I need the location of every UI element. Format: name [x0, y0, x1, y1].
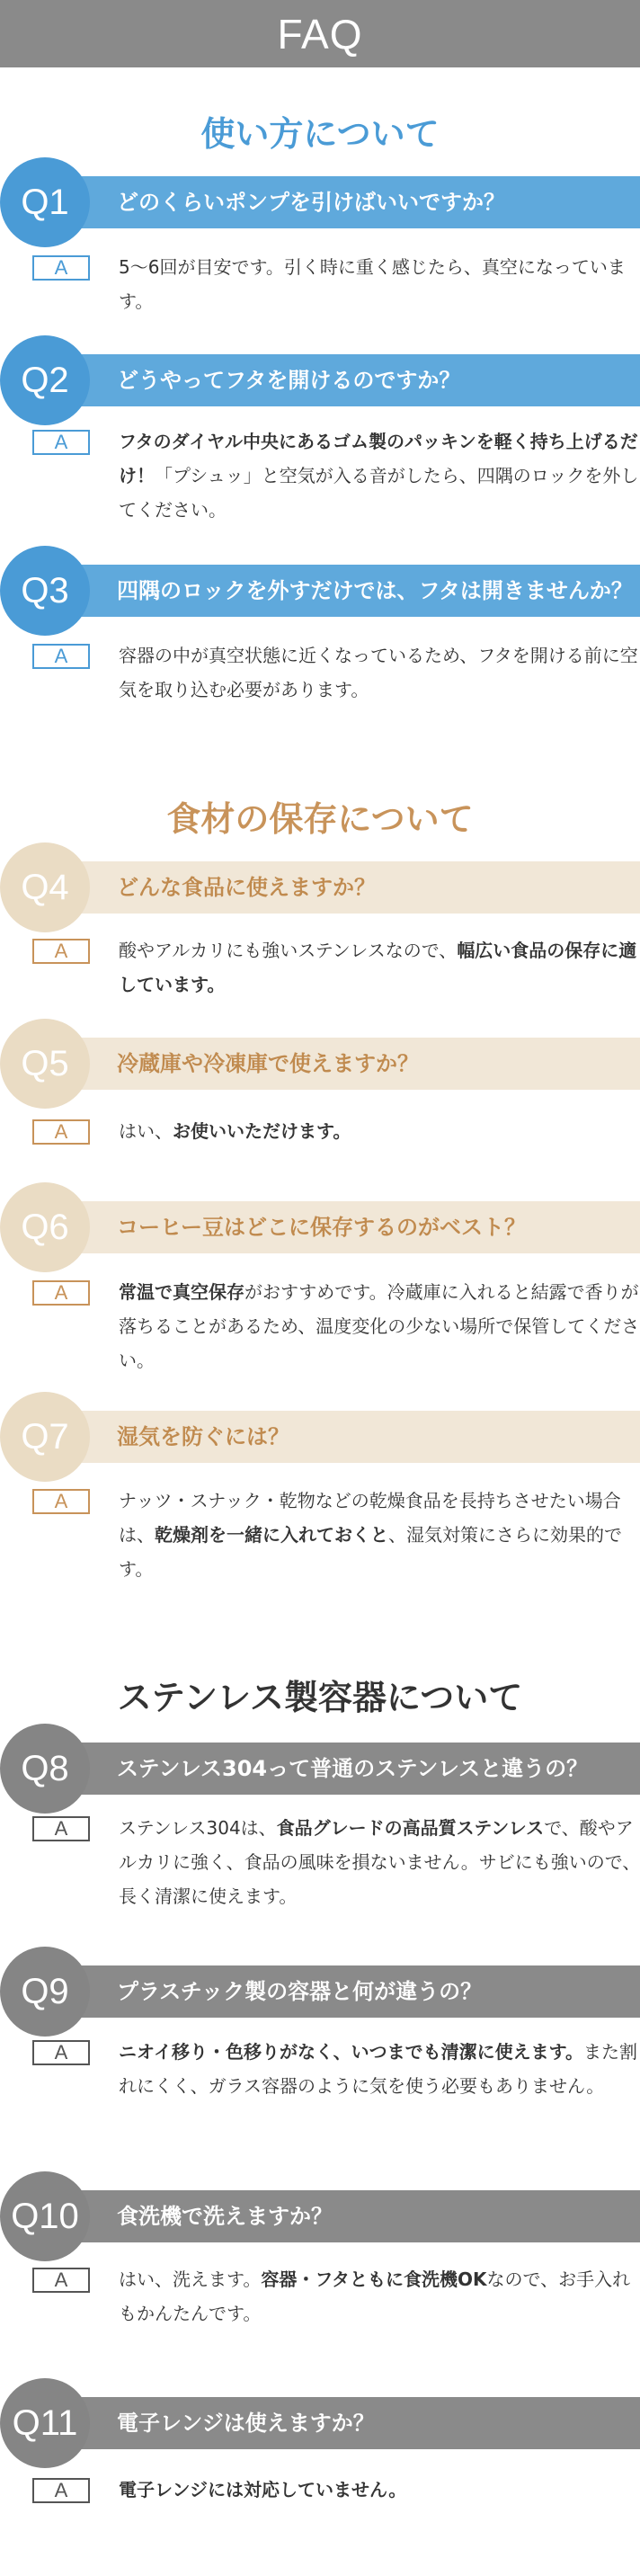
answer-label: A	[32, 939, 90, 964]
question-number-badge: Q5	[0, 1019, 90, 1109]
section-title-food-storage: 食材の保存について	[166, 799, 474, 839]
answer-segment: 酸やアルカリにも強いステンレスなので、	[119, 940, 458, 961]
question-bar	[21, 861, 640, 914]
answer-emphasis: フタのダイヤル中央にあるゴム製のパッキンを軽く持ち上げるだけ！	[119, 431, 638, 486]
question-text: 電子レンジは使えますか？	[117, 2411, 375, 2436]
answer-emphasis: 食品グレードの高品質ステンレス	[276, 1817, 545, 1839]
question-bar	[21, 565, 640, 617]
answer-emphasis: 乾燥剤を一緒に入れておくと	[155, 1524, 388, 1546]
answer-text	[119, 1811, 640, 1913]
question-number-badge: Q2	[0, 335, 90, 425]
question-text: 湿気を防ぐには？	[117, 1424, 289, 1449]
question-text: どんな食品に使えますか？	[117, 875, 376, 900]
question-bar	[21, 354, 640, 406]
answer-text	[119, 638, 640, 707]
answer-segment: ナッツ・スナック・乾物などの乾燥食品を長持ちさせたい場合は、	[119, 1490, 621, 1546]
question-number-badge: Q10	[0, 2171, 90, 2261]
answer-segment: ステンレス304は、	[119, 1817, 277, 1839]
question-text: プラスチック製の容器と何が違うの？	[117, 1979, 483, 2004]
answer-text	[119, 2262, 640, 2331]
answer-label: A	[32, 2268, 90, 2293]
answer-segment: 容器の中が真空状態に近くなっているため、フタを開ける前に空気を取り込む必要があります。	[119, 645, 638, 700]
answer-text	[119, 1484, 640, 1586]
question-text: どのくらいポンプを引けばいいですか？	[117, 190, 505, 215]
question-bar	[11, 2190, 640, 2242]
answer-emphasis: ニオイ移り・色移りがなく、いつまでも清潔に使えます。	[119, 2041, 583, 2063]
question-number-badge: Q1	[0, 157, 90, 247]
section-title-stainless: ステンレス製容器について	[117, 1678, 523, 1717]
answer-emphasis: 電子レンジには対応していません。	[119, 2479, 407, 2500]
answer-emphasis: 容器・フタともに食洗機OK	[261, 2268, 487, 2290]
question-number-badge: Q4	[0, 842, 90, 932]
answer-label: A	[32, 2478, 90, 2503]
question-bar	[21, 1965, 640, 2018]
question-number-badge: Q3	[0, 546, 90, 636]
question-bar	[12, 2397, 640, 2449]
question-text: どうやってフタを開けるのですか？	[117, 368, 461, 393]
question-text: 四隅のロックを外すだけでは、フタは開きませんか？	[117, 578, 633, 603]
answer-segment: 、湿気対策にさらに効果的です。	[119, 1524, 622, 1580]
page-header	[0, 0, 640, 67]
answer-segment: なので、お手入れもかんたんです。	[119, 2268, 631, 2324]
answer-segment: で、酸やアルカリに強く、食品の風味を損ないません。サビにも強いので、長く清潔に使えます。	[119, 1817, 640, 1907]
answer-text	[119, 424, 640, 527]
question-text: コーヒー豆はどこに保存するのがベスト？	[117, 1215, 527, 1240]
answer-emphasis: お使いいただけます。	[173, 1120, 351, 1142]
answer-emphasis: 幅広い食品の保存に適しています。	[119, 940, 637, 995]
answer-segment: 「プシュッ」と空気が入る音がしたら、四隅のロックを外してください。	[119, 465, 639, 521]
answer-label: A	[32, 1489, 90, 1514]
answer-label: A	[32, 1816, 90, 1841]
answer-text	[119, 1275, 640, 1377]
section-title-usage: 使い方について	[200, 114, 440, 154]
question-text: 冷蔵庫や冷凍庫で使えますか？	[117, 1051, 419, 1076]
question-number-badge: Q9	[0, 1947, 90, 2037]
answer-text	[119, 2473, 640, 2507]
question-number-badge: Q11	[0, 2378, 90, 2468]
answer-text	[119, 1114, 640, 1148]
question-bar	[21, 1201, 640, 1253]
answer-text	[119, 250, 640, 318]
question-bar	[21, 1743, 640, 1795]
question-bar	[21, 1038, 640, 1090]
question-number-badge: Q7	[0, 1392, 90, 1482]
question-text: ステンレス304って普通のステンレスと違うの？	[117, 1756, 589, 1781]
answer-label: A	[32, 1280, 90, 1306]
question-bar	[21, 176, 640, 228]
answer-label: A	[32, 255, 90, 281]
answer-label: A	[32, 644, 90, 669]
answer-segment: はい、洗えます。	[119, 2268, 262, 2290]
answer-text	[119, 2035, 640, 2103]
question-text: 食洗機で洗えますか？	[117, 2204, 333, 2229]
answer-text	[119, 933, 640, 1002]
answer-segment: 5〜6回が目安です。引く時に重く感じたら、真空になっています。	[119, 256, 626, 312]
question-number-badge: Q6	[0, 1182, 90, 1272]
question-bar	[21, 1411, 640, 1463]
question-number-badge: Q8	[0, 1724, 90, 1814]
answer-segment: はい、	[119, 1120, 173, 1142]
answer-label: A	[32, 430, 90, 455]
answer-label: A	[32, 1119, 90, 1145]
answer-segment: がおすすめです。冷蔵庫に入れると結露で香りが落ちることがあるため、温度変化の少ない場所で保管してください。	[119, 1281, 640, 1371]
page-title: FAQ	[277, 10, 363, 58]
answer-label: A	[32, 2040, 90, 2065]
answer-segment: また割れにくく、ガラス容器のように気を使う必要もありません。	[119, 2041, 637, 2097]
answer-emphasis: 常温で真空保存	[119, 1281, 244, 1303]
